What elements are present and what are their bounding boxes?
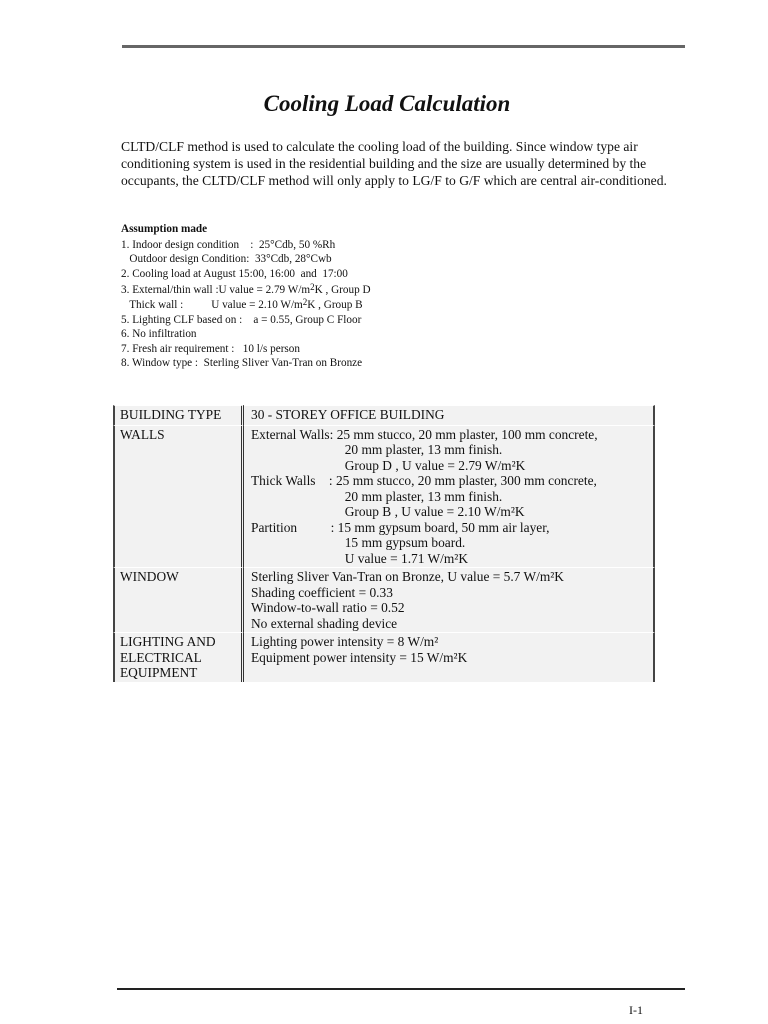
superscript: 2 (310, 282, 315, 293)
assumptions-heading: Assumption made (121, 223, 208, 235)
assumptions-section (121, 222, 601, 371)
building-spec-table (113, 405, 655, 682)
assumption-line: 5. Lighting CLF based on : a = 0.55, Group C Floor (121, 313, 362, 326)
row-content (244, 425, 655, 568)
assumption-line: Outdoor design Condition: 33°Cdb, 28°Cwb (121, 253, 332, 266)
page-number: I-1 (629, 1003, 643, 1017)
superscript: 2 (302, 296, 308, 307)
assumption-line: 1. Indoor design condition : 25°Cdb, 50 %Rh (121, 238, 336, 251)
content-line: 30 - STOREY OFFICE BUILDING (251, 407, 445, 422)
table-row (113, 567, 655, 632)
row-label: BUILDING TYPE (113, 405, 244, 425)
content-line: Lighting power intensity = 8 W/m² (251, 634, 439, 649)
row-label: LIGHTING AND ELECTRICAL EQUIPMENT (113, 632, 244, 682)
content-line: U value = 1.71 W/m²K (251, 550, 468, 566)
content-line: Window-to-wall ratio = 0.52 (251, 600, 405, 615)
content-line: No external shading device (251, 615, 398, 631)
row-content (244, 405, 655, 425)
assumption-line: 7. Fresh air requirement : 10 l/s person (121, 342, 300, 355)
content-line: 15 mm gypsum board. (251, 535, 466, 550)
assumption-line: 6. No infiltration (121, 328, 197, 341)
row-label: WINDOW (113, 567, 244, 632)
assumption-suffix: K , Group D (314, 284, 371, 297)
row-content (244, 632, 655, 682)
table-row (113, 632, 655, 682)
page-title: Cooling Load Calculation (263, 91, 511, 116)
row-label: WALLS (113, 425, 244, 568)
assumption-line (121, 298, 601, 313)
bottom-rule (117, 988, 685, 990)
content-line: Group B , U value = 2.10 W/m²K (251, 504, 525, 519)
content-line: External Walls: 25 mm stucco, 20 mm plaster, 100 mm concrete, (251, 426, 598, 442)
table-row (113, 425, 655, 568)
intro-paragraph: CLTD/CLF method is used to calculate the cooling load of the building. Since window type air conditioning system is used in the residential building and the size are usually determined by the occupants, the CLTD/CLF method will only apply to LG/F to G/F which are central air-conditioned. (121, 139, 667, 189)
assumption-text: Thick wall : U value = 2.10 W/m (121, 298, 303, 311)
content-line: Thick Walls : 25 mm stucco, 20 mm plaster, 300 mm concrete, (251, 473, 597, 488)
assumption-line: 2. Cooling load at August 15:00, 16:00 and 17:00 (121, 267, 348, 280)
assumption-line: 8. Window type : Sterling Sliver Van-Tran on Bronze (121, 357, 363, 370)
table-row (113, 405, 655, 425)
assumption-suffix: K , Group B (307, 298, 363, 311)
top-rule (122, 45, 685, 48)
content-line: Partition : 15 mm gypsum board, 50 mm air layer, (251, 519, 550, 535)
content-line: 20 mm plaster, 13 mm finish. (251, 488, 503, 504)
content-line: 20 mm plaster, 13 mm finish. (251, 442, 503, 457)
content-line: Sterling Sliver Van-Tran on Bronze, U value = 5.7 W/m²K (251, 569, 564, 584)
row-content (244, 567, 655, 632)
assumption-text: 3. External/thin wall :U value = 2.79 W/m (121, 284, 311, 297)
content-line: Group D , U value = 2.79 W/m²K (251, 457, 526, 473)
content-line: Equipment power intensity = 15 W/m²K (251, 649, 468, 665)
assumption-line (121, 283, 601, 298)
content-line: Shading coefficient = 0.33 (251, 584, 393, 600)
